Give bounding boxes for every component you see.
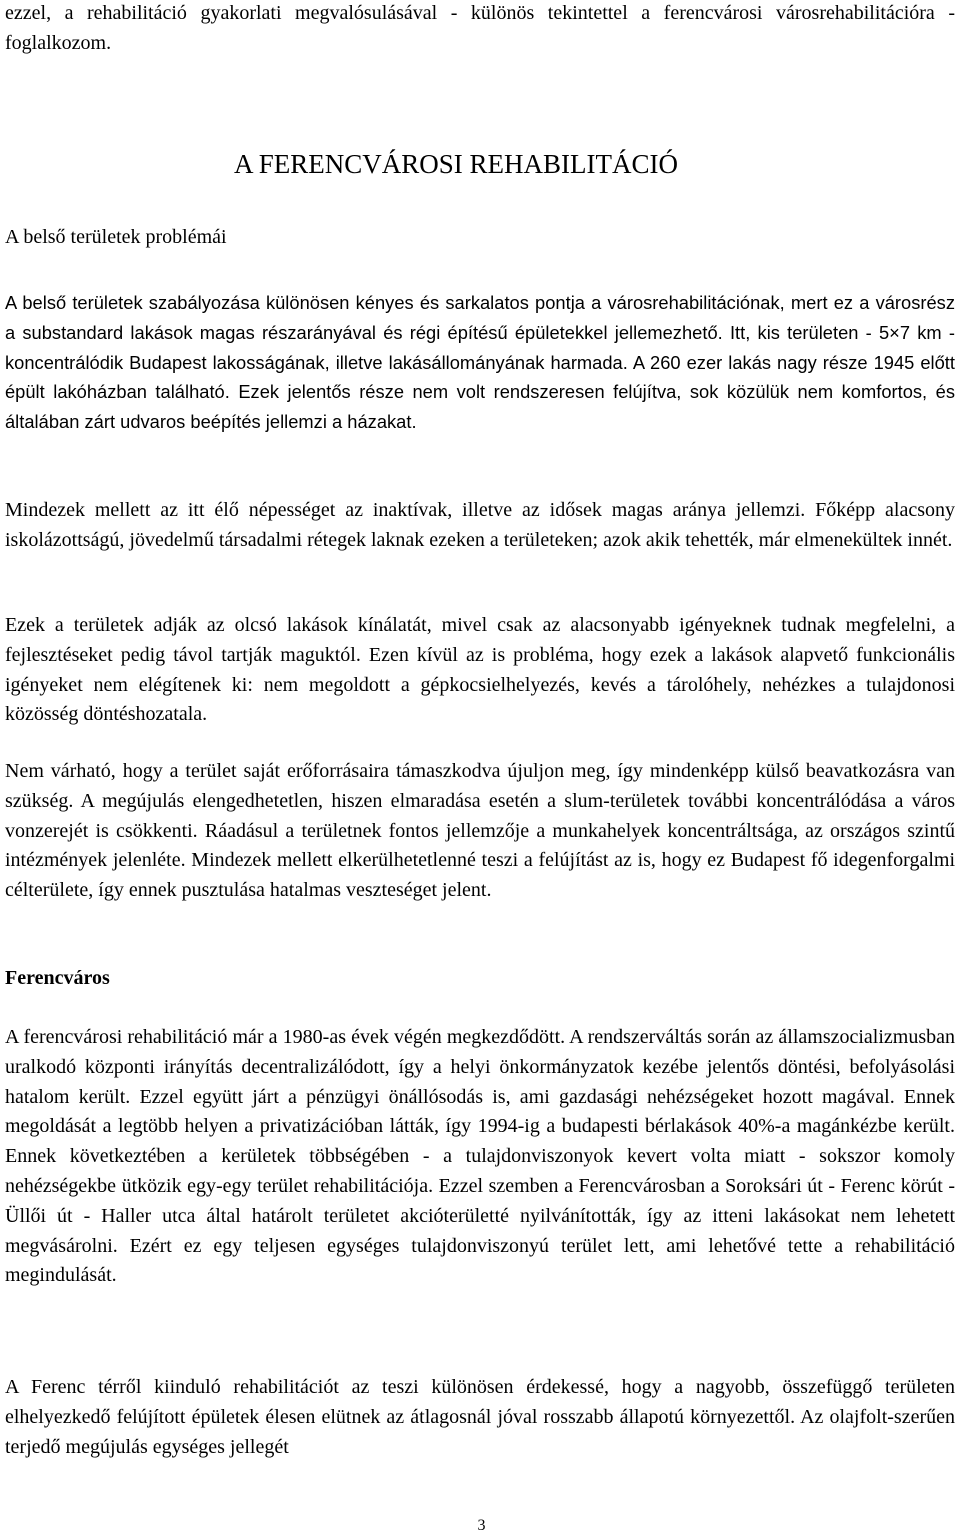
subsection-title-ferencvaros: Ferencváros [5,967,110,989]
page-number: 3 [477,1517,486,1534]
intro-paragraph: ezzel, a rehabilitáció gyakorlati megvalósulásával - különös tekintettel a ferencvárosi városrehabilitációra - foglalkozom. [5,2,955,54]
paragraph-inner-areas-2: Mindezek mellett az itt élő népességet az inaktívak, illetve az idősek magas aránya jellemzi. Főképp alacsony iskolázottságú, jövedelmű társadalmi rétegek laknak ezeken a területeken; azok akik tehették, már elmenekültek innét. [5,499,955,551]
paragraph-ferencvaros-1: A ferencvárosi rehabilitáció már a 1980-as évek végén megkezdődött. A rendszerváltás során az államszocializmusban uralkodó központi irányítás decentralizálódott, így a helyi önkormányzatok kezébe jelentős döntési, befolyásolási hatalom került. Ezzel együtt járt a pénzügyi önállósodás is, ami gazdasági nehézségeket hozott magával. Ennek megoldását a legtöbb helyen a privatizációban látták, így 1994-ig a budapesti bérlakások 40%-a magánkézbe került. Ennek következtében a kerületek többségében - a tulajdonviszonyok kevert volta miatt - sokszor komoly nehézségekbe ütközik egy-egy terület rehabilitációja. Ezzel szemben a Ferencvárosban a Soroksári út - Ferenc körút - Üllői út - Haller utca által határolt területet akcióterületté nyilvánították, így az itteni lakásokat nem lehetett megvásárolni. Ezért ez egy teljesen egységes tulajdonviszonyú terület lett, ami lehetővé tette a rehabilitáció megindulását. [5,1026,955,1287]
paragraph-inner-areas-1: A belső területek szabályozása különösen kényes és sarkalatos pontja a városrehabilitációnak, mert ez a városrész a substandard lakások magas részarányával és régi építésű épületekkel jellemezhető. Itt, kis területen - 5×7 km - koncentrálódik Budapest lakosságának, illetve lakásállományának harmada. A 260 ezer lakás nagy része 1945 előtt épült lakóházban található. Ezek jelentős része nem volt rendszeresen felújítva, sok közülük nem komfortos, és általában zárt udvaros beépítés jellemzi a házakat. [5,292,955,433]
paragraph-inner-areas-4: Nem várható, hogy a terület saját erőforrásaira támaszkodva újuljon meg, így mindenképp külső beavatkozásra van szükség. A megújulás elengedhetetlen, hiszen elmaradása esetén a slum-területek további koncentrálódása a város vonzerejét is csökkenti. Ráadásul a területnek fontos jellemzője a munkahelyek koncentráltsága, az országos szintű intézmények jelenléte. Mindezek mellett elkerülhetetlenné teszi a felújítást az is, hogy ez Budapest fő idegenforgalmi célterülete, így ennek pusztulása hatalmas veszteséget jelent. [5,760,955,902]
section-title: A FERENCVÁROSI REHABILITÁCIÓ [234,149,679,179]
subsection-title-inner-areas: A belső területek problémái [5,226,227,248]
paragraph-ferencvaros-2: A Ferenc térről kiinduló rehabilitációt az teszi különösen érdekessé, hogy a nagyobb, összefüggő területen elhelyezkedő felújított épületek élesen elütnek az átlagosnál jóval rosszabb állapotú környezettől. Az olajfolt-szerűen terjedő megújulás egységes jellegét [5,1376,955,1458]
paragraph-inner-areas-3: Ezek a területek adják az olcsó lakások kínálatát, mivel csak az alacsonyabb igényeknek tudnak megfelelni, a fejlesztéseket pedig távol tartják maguktól. Ezen kívül az is probléma, hogy ezek a lakások alapvető funkcionális igényeket nem elégítenek ki: nem megoldott a gépkocsielhelyezés, kevés a tárolóhely, nehézkes a tulajdonosi közösség döntéshozatala. [5,614,955,726]
